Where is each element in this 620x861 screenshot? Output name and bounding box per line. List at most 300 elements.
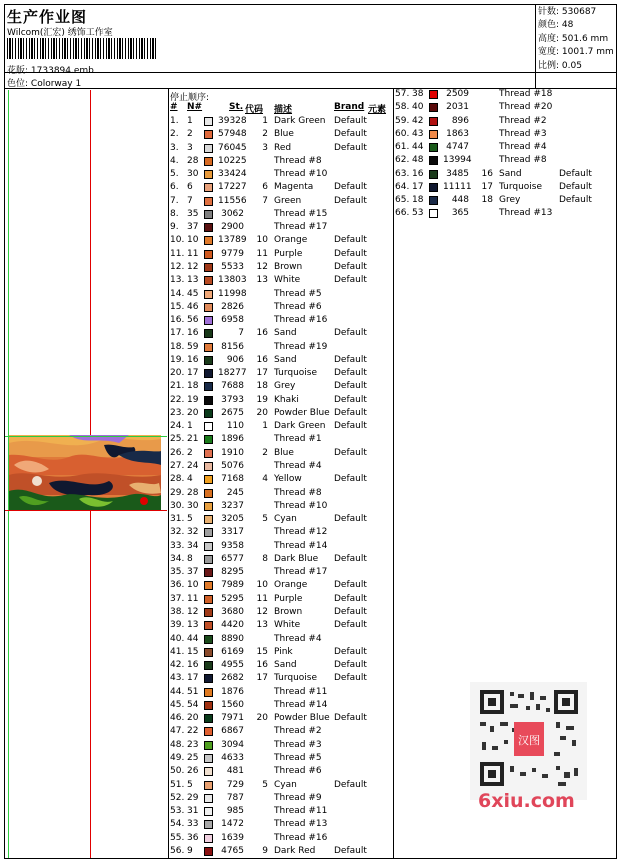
row-needle: 2 (187, 447, 193, 458)
row-needle: 17 (187, 673, 199, 684)
qr-seal: 汉图 (518, 734, 540, 747)
row-description: Turquoise (499, 181, 543, 192)
row-needle: 8 (187, 553, 193, 564)
color-swatch (204, 674, 213, 683)
row-needle: 37 (187, 567, 199, 578)
row-description: Turquoise (274, 368, 318, 379)
row-stitches: 7688 (221, 381, 244, 392)
row-code: 1 (262, 116, 268, 126)
row-code: 17 (256, 368, 268, 379)
row-needle: 20 (187, 407, 199, 418)
row-brand: Default (334, 646, 367, 657)
row-stitches: 4633 (221, 752, 244, 763)
row-needle: 20 (187, 713, 199, 724)
color-swatch (204, 502, 213, 511)
row-index: 66. (395, 208, 410, 219)
row-stitches: 365 (451, 208, 469, 219)
row-description: Thread #4 (274, 461, 322, 472)
colorway: Colorway 1 (30, 79, 82, 89)
col-index: # (170, 102, 178, 112)
row-stitches: 6867 (221, 726, 244, 737)
row-stitches: 33424 (218, 169, 247, 180)
color-swatch (204, 688, 213, 697)
row-code: 3 (262, 142, 268, 153)
row-description: Dark Green (274, 116, 326, 126)
row-code: 5 (262, 779, 268, 790)
row-stitches: 13803 (218, 275, 247, 286)
row-description: Blue (274, 447, 294, 458)
row-index: 18. (170, 341, 185, 352)
color-swatch (204, 820, 213, 829)
stats-divider (535, 4, 536, 89)
row-index: 48. (170, 739, 185, 750)
row-index: 61. (395, 142, 410, 153)
row-description: Thread #2 (499, 115, 547, 126)
row-index: 30. (170, 500, 185, 511)
row-needle: 30 (187, 169, 199, 180)
color-swatch (204, 781, 213, 790)
row-index: 34. (170, 553, 185, 564)
row-needle: 28 (187, 155, 199, 166)
row-description: Sand (274, 328, 297, 339)
row-description: Orange (274, 235, 308, 246)
row-description: Thread #4 (499, 142, 547, 153)
row-index: 40. (170, 633, 185, 644)
color-swatch (204, 263, 213, 272)
color-swatch (204, 754, 213, 763)
row-stitches: 729 (226, 779, 244, 790)
row-stitches: 245 (226, 487, 244, 498)
row-description: Thread #5 (274, 288, 322, 299)
row-brand: Default (334, 660, 367, 671)
color-swatch (204, 528, 213, 537)
row-code: 17 (481, 181, 493, 192)
color-swatch (204, 727, 213, 736)
watermark-logo: 6xiu.com (478, 790, 575, 812)
row-needle: 46 (187, 301, 199, 312)
page-title: 生产作业图 (7, 8, 88, 26)
scale-value: 0.05 (561, 60, 582, 71)
row-stitches: 3205 (221, 514, 244, 525)
row-index: 35. (170, 567, 185, 578)
row-code: 13 (256, 275, 268, 286)
color-swatch (204, 555, 213, 564)
row-needle: 23 (187, 739, 199, 750)
row-code: 16 (256, 660, 268, 671)
row-index: 57. (395, 89, 410, 99)
row-stitches: 57948 (218, 129, 247, 140)
row-description: Thread #11 (274, 686, 328, 697)
color-swatch (204, 183, 213, 192)
row-index: 41. (170, 646, 185, 657)
row-index: 3. (170, 142, 179, 153)
row-brand: Default (334, 713, 367, 724)
row-needle: 22 (187, 726, 199, 737)
row-stitches: 11556 (218, 195, 247, 206)
color-swatch (429, 170, 438, 179)
row-description: Thread #9 (274, 792, 322, 803)
stats-panel (538, 6, 614, 73)
row-index: 65. (395, 195, 410, 206)
color-swatch (204, 568, 213, 577)
row-brand: Default (559, 181, 592, 192)
row-index: 63. (395, 168, 410, 179)
row-description: Cyan (274, 514, 297, 525)
color-swatch (204, 303, 213, 312)
row-needle: 35 (187, 208, 199, 219)
row-index: 22. (170, 394, 185, 405)
color-swatch (204, 130, 213, 139)
row-description: Thread #5 (274, 752, 322, 763)
color-swatch (204, 714, 213, 723)
color-swatch (204, 661, 213, 670)
row-index: 44. (170, 686, 185, 697)
row-brand: Default (334, 394, 367, 405)
row-stitches: 2826 (221, 301, 244, 312)
color-swatch (204, 369, 213, 378)
color-swatch (204, 767, 213, 776)
row-stitches: 1910 (221, 447, 244, 458)
row-brand: Default (334, 235, 367, 246)
row-brand: Default (559, 195, 592, 206)
row-brand: Default (334, 620, 367, 631)
row-description: Powder Blue (274, 407, 330, 418)
row-index: 28. (170, 474, 185, 485)
qr-code (470, 682, 587, 800)
row-index: 21. (170, 381, 185, 392)
row-needle: 53 (412, 208, 424, 219)
row-stitches: 8295 (221, 567, 244, 578)
row-description: Brown (274, 261, 303, 272)
row-index: 39. (170, 620, 185, 631)
row-stitches: 5295 (221, 593, 244, 604)
color-swatch (204, 329, 213, 338)
row-brand: Default (334, 195, 367, 206)
row-stitches: 2031 (446, 102, 469, 113)
row-stitches: 2900 (221, 222, 244, 233)
row-needle: 43 (412, 128, 424, 139)
row-index: 27. (170, 461, 185, 472)
row-needle: 36 (187, 832, 199, 843)
row-index: 19. (170, 354, 185, 365)
row-needle: 11 (187, 248, 199, 259)
color-swatch (429, 156, 438, 165)
row-index: 25. (170, 434, 185, 445)
row-stitches: 3793 (221, 394, 244, 405)
color-swatch (204, 157, 213, 166)
color-swatch (429, 117, 438, 126)
row-description: Powder Blue (274, 713, 330, 724)
row-description: White (274, 620, 301, 631)
row-code: 5 (262, 514, 268, 525)
row-description: Pink (274, 646, 293, 657)
row-stitches: 76045 (218, 142, 247, 153)
color-swatch (429, 196, 438, 205)
row-description: Blue (274, 129, 294, 140)
color-swatch (204, 794, 213, 803)
row-index: 47. (170, 726, 185, 737)
row-stitches: 39328 (218, 116, 247, 126)
row-brand: Default (334, 354, 367, 365)
color-swatch (204, 834, 213, 843)
row-index: 58. (395, 102, 410, 113)
column-divider (393, 88, 394, 859)
row-stitches: 7 (238, 328, 244, 339)
color-swatch (429, 103, 438, 112)
row-needle: 16 (187, 328, 199, 339)
row-index: 17. (170, 328, 185, 339)
color-swatch (204, 648, 213, 657)
row-description: Purple (274, 593, 303, 604)
row-needle: 30 (187, 500, 199, 511)
row-code: 4 (262, 474, 268, 485)
row-stitches: 4765 (221, 845, 244, 856)
colors-value: 48 (561, 20, 574, 31)
row-stitches: 13994 (443, 155, 472, 166)
row-needle: 1 (187, 421, 193, 432)
row-index: 4. (170, 155, 179, 166)
row-description: Thread #10 (274, 169, 328, 180)
color-swatch (204, 356, 213, 365)
row-stitches: 1472 (221, 819, 244, 830)
row-code: 18 (256, 381, 268, 392)
color-swatch (204, 741, 213, 750)
row-index: 2. (170, 129, 179, 140)
row-index: 5. (170, 169, 179, 180)
row-code: 18 (481, 195, 493, 206)
row-code: 20 (256, 713, 268, 724)
row-index: 45. (170, 699, 185, 710)
row-brand: Default (334, 142, 367, 153)
row-brand: Default (334, 421, 367, 432)
row-stitches: 7971 (221, 713, 244, 724)
row-index: 46. (170, 713, 185, 724)
row-index: 15. (170, 301, 185, 312)
row-brand: Default (334, 129, 367, 140)
row-brand: Default (334, 514, 367, 525)
color-swatch (204, 542, 213, 551)
row-code: 11 (256, 248, 268, 259)
row-stitches: 9358 (221, 540, 244, 551)
row-needle: 10 (187, 580, 199, 591)
height-value: 501.6 mm (561, 33, 609, 44)
row-stitches: 2509 (446, 89, 469, 99)
row-stitches: 906 (226, 354, 244, 365)
row-index: 50. (170, 766, 185, 777)
row-index: 20. (170, 368, 185, 379)
row-stitches: 8890 (221, 633, 244, 644)
row-needle: 17 (412, 181, 424, 192)
row-description: Purple (274, 248, 303, 259)
color-swatch (204, 475, 213, 484)
color-swatch (204, 382, 213, 391)
row-needle: 15 (187, 646, 199, 657)
row-stitches: 18277 (218, 368, 247, 379)
row-stitches: 3680 (221, 606, 244, 617)
row-description: Sand (274, 354, 297, 365)
color-swatch (204, 223, 213, 232)
color-swatch (429, 130, 438, 139)
row-stitches: 6169 (221, 646, 244, 657)
height-label: 高度: (538, 33, 560, 44)
row-needle: 44 (187, 633, 199, 644)
row-needle: 6 (187, 182, 193, 193)
row-brand: Default (334, 381, 367, 392)
row-needle: 33 (187, 819, 199, 830)
row-stitches: 1896 (221, 434, 244, 445)
color-swatch (204, 581, 213, 590)
row-brand: Default (334, 606, 367, 617)
row-stitches: 2682 (221, 673, 244, 684)
width-label: 宽度: (538, 47, 560, 58)
row-index: 12. (170, 261, 185, 272)
row-description: Thread #3 (274, 739, 322, 750)
row-description: Thread #12 (274, 527, 328, 538)
row-needle: 18 (187, 381, 199, 392)
row-needle: 13 (187, 275, 199, 286)
row-code: 12 (256, 261, 268, 272)
row-needle: 25 (187, 752, 199, 763)
row-code: 11 (256, 593, 268, 604)
row-needle: 5 (187, 779, 193, 790)
row-code: 12 (256, 606, 268, 617)
row-description: Orange (274, 580, 308, 591)
embroidery-preview-image (9, 435, 161, 511)
row-needle: 31 (187, 806, 199, 817)
row-index: 6. (170, 182, 179, 193)
row-stitches: 11111 (443, 181, 472, 192)
row-description: Dark Red (274, 845, 316, 856)
color-swatch (204, 621, 213, 630)
design-file: 1733894.emb (30, 66, 94, 76)
row-code: 8 (262, 553, 268, 564)
guide-line-red-horizontal (5, 510, 167, 511)
row-description: Magenta (274, 182, 314, 193)
row-needle: 16 (187, 354, 199, 365)
row-stitches: 4955 (221, 660, 244, 671)
row-stitches: 4747 (446, 142, 469, 153)
row-description: Thread #19 (274, 341, 328, 352)
row-stitches: 5076 (221, 461, 244, 472)
row-stitches: 3094 (221, 739, 244, 750)
colorway-line (7, 76, 81, 89)
row-needle: 38 (412, 89, 424, 99)
row-needle: 37 (187, 222, 199, 233)
row-brand: Default (334, 580, 367, 591)
row-stitches: 1863 (446, 128, 469, 139)
row-stitches: 8156 (221, 341, 244, 352)
row-needle: 12 (187, 606, 199, 617)
company-name: Wilcom(汇宏) 绣饰工作室 (7, 28, 113, 38)
row-code: 13 (256, 620, 268, 631)
row-needle: 42 (412, 115, 424, 126)
color-swatch (204, 290, 213, 299)
row-index: 29. (170, 487, 185, 498)
color-swatch (204, 462, 213, 471)
row-stitches: 481 (226, 766, 244, 777)
row-description: Thread #17 (274, 222, 328, 233)
col-code: 代码 (245, 105, 264, 115)
row-index: 24. (170, 421, 185, 432)
row-needle: 59 (187, 341, 199, 352)
guide-line-green-horizontal (5, 436, 167, 437)
scale-label: 比例: (538, 60, 560, 71)
row-code: 6 (262, 182, 268, 193)
sequence-title: 停止顺序: (170, 93, 210, 103)
row-brand: Default (334, 779, 367, 790)
color-swatch (204, 701, 213, 710)
colorway-label: 色位: (7, 79, 29, 89)
row-index: 10. (170, 235, 185, 246)
color-swatch (204, 117, 213, 126)
row-code: 20 (256, 407, 268, 418)
row-needle: 16 (412, 168, 424, 179)
row-index: 51. (170, 779, 185, 790)
row-brand: Default (334, 673, 367, 684)
row-brand: Default (334, 447, 367, 458)
row-needle: 56 (187, 315, 199, 326)
row-needle: 44 (412, 142, 424, 153)
width-value: 1001.7 mm (561, 47, 614, 58)
row-code: 1 (262, 421, 268, 432)
row-description: Thread #18 (499, 89, 553, 99)
row-brand: Default (334, 182, 367, 193)
row-stitches: 7989 (221, 580, 244, 591)
row-needle: 32 (187, 527, 199, 538)
row-brand: Default (334, 261, 367, 272)
row-index: 37. (170, 593, 185, 604)
row-needle: 29 (187, 792, 199, 803)
row-stitches: 17227 (218, 182, 247, 193)
row-needle: 24 (187, 461, 199, 472)
row-description: Brown (274, 606, 303, 617)
row-description: Dark Green (274, 421, 326, 432)
col-brand: Brand (334, 102, 365, 112)
barcode (7, 38, 157, 59)
row-needle: 54 (187, 699, 199, 710)
row-needle: 4 (187, 474, 193, 485)
row-needle: 12 (187, 261, 199, 272)
row-description: Thread #14 (274, 699, 328, 710)
color-swatch (204, 343, 213, 352)
row-description: Thread #13 (274, 819, 328, 830)
row-index: 33. (170, 540, 185, 551)
row-index: 7. (170, 195, 179, 206)
row-stitches: 11998 (218, 288, 247, 299)
color-swatch (204, 276, 213, 285)
stitches-value: 530687 (561, 7, 597, 17)
color-swatch (204, 316, 213, 325)
row-stitches: 5533 (221, 261, 244, 272)
color-swatch (204, 449, 213, 458)
row-index: 26. (170, 447, 185, 458)
row-description: Thread #17 (274, 567, 328, 578)
preview-divider (168, 88, 169, 859)
color-swatch (204, 515, 213, 524)
color-swatch (204, 197, 213, 206)
color-swatch (204, 435, 213, 444)
row-stitches: 13789 (218, 235, 247, 246)
row-stitches: 7168 (221, 474, 244, 485)
col-needle: N# (187, 102, 203, 112)
row-index: 11. (170, 248, 185, 259)
row-description: Thread #6 (274, 766, 322, 777)
color-swatch (429, 143, 438, 152)
row-description: Thread #14 (274, 540, 328, 551)
color-swatch (204, 608, 213, 617)
row-stitches: 3237 (221, 500, 244, 511)
row-description: Thread #6 (274, 301, 322, 312)
